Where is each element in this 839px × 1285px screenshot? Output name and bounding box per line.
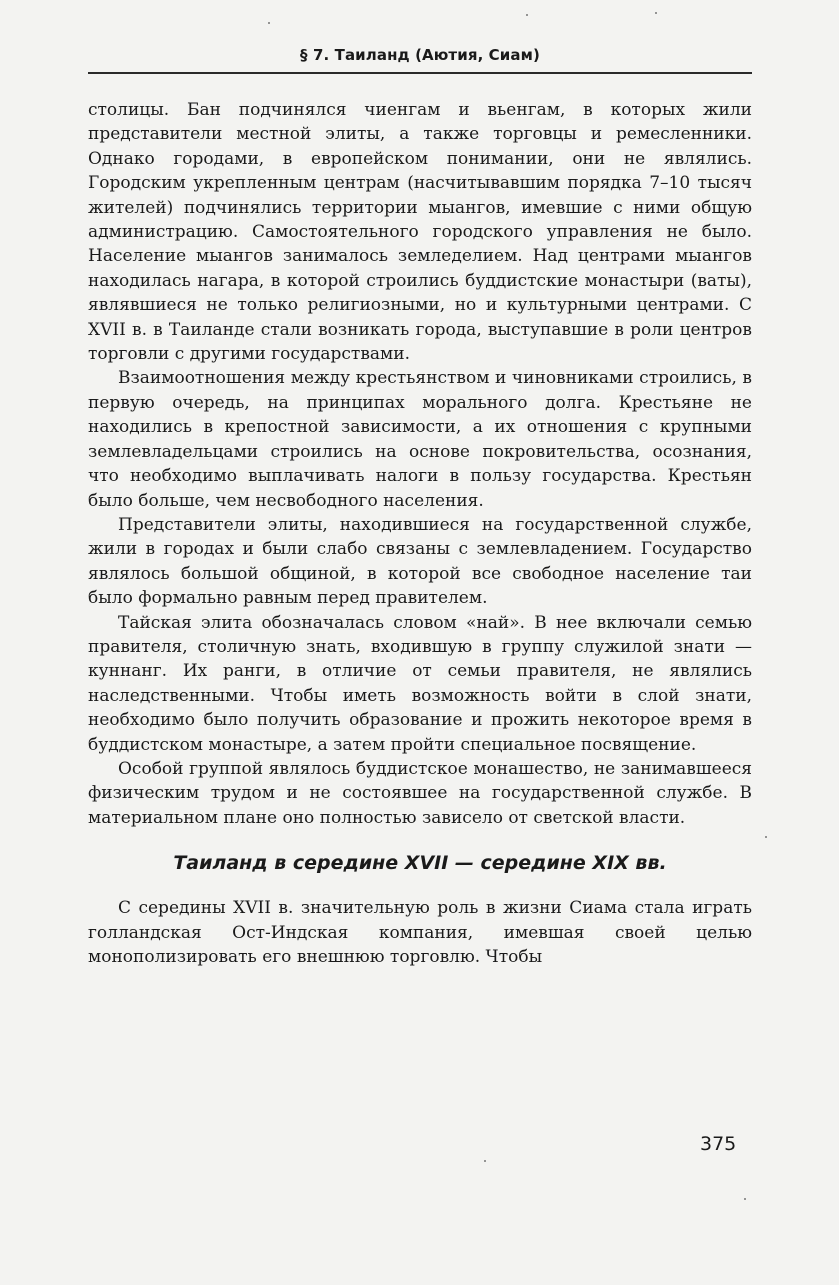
scan-speck [526, 14, 528, 16]
paragraph-4: Тайская элита обозначалась словом «най». В нее включали семью правителя, столичную знать, входившую в группу служилой знати — куннанг. Их ранги, в отличие от семьи правителя, не являлись наследственными. Чтобы иметь возможность войти в слой знати, необходимо было получить образование и прожить некоторое время в буддистском монастыре, а затем пройти специальное посвящение. [88, 612, 752, 755]
scan-speck [765, 836, 767, 838]
page-number: 375 [700, 1133, 737, 1155]
paragraph-3: Представители элиты, находившиеся на государственной службе, жили в городах и были слабо связаны с землевладением. Государство являлось большой общиной, в которой все свободное население таи было формально равным перед правителем. [88, 514, 752, 609]
scan-speck [484, 1160, 486, 1162]
paragraph-5: Особой группой являлось буддистское монашество, не занимавшееся физическим трудом и не состоявшее на государственной службе. В материальном плане оно полностью зависело от светской власти. [88, 758, 752, 828]
header-rule [88, 72, 752, 74]
scan-speck [268, 22, 270, 24]
paragraph-2: Взаимоотношения между крестьянством и чиновниками строились, в первую очередь, на принципах морального долга. Крестьяне не находились в крепостной зависимости, а их отношения с крупными землевладельцами строились на основе покровительства, осознания, что необходимо выплачивать налоги в пользу государства. Крестьян было больше, чем несвободного населения. [88, 368, 752, 511]
section-heading: Таиланд в середине XVII — середине XIX вв. [173, 852, 667, 875]
running-head: § 7. Таиланд (Аютия, Сиам) [300, 46, 540, 64]
section-paragraph: С середины XVII в. значительную роль в жизни Сиама стала играть голландская Ост-Индская компания, имевшая своей целью монополизировать его внешнюю торговлю. Чтобы [88, 898, 752, 967]
scan-speck [744, 1198, 746, 1200]
paragraph-1: столицы. Бан подчинялся чиенгам и вьенгам, в которых жили представители местной элиты, а также торговцы и ремесленники. Однако городами, в европейском понимании, они не являлись. Городским укрепленным центрам (насчитывавшим порядка 7–10 тысяч жителей) подчинялись территории мыангов, имевшие с ними общую администрацию. Самостоятельного городского управления не было. Население мыангов занималось земледелием. Над центрами мыангов находилась нагара, в которой строились буддистские монастыри (ваты), являвшиеся не только религиозными, но и культурными центрами. С XVII в. в Таиланде стали возникать города, выступавшие в роли центров торговли с другими государствами. [88, 100, 752, 365]
scan-speck [655, 12, 657, 14]
body-text [88, 98, 752, 969]
